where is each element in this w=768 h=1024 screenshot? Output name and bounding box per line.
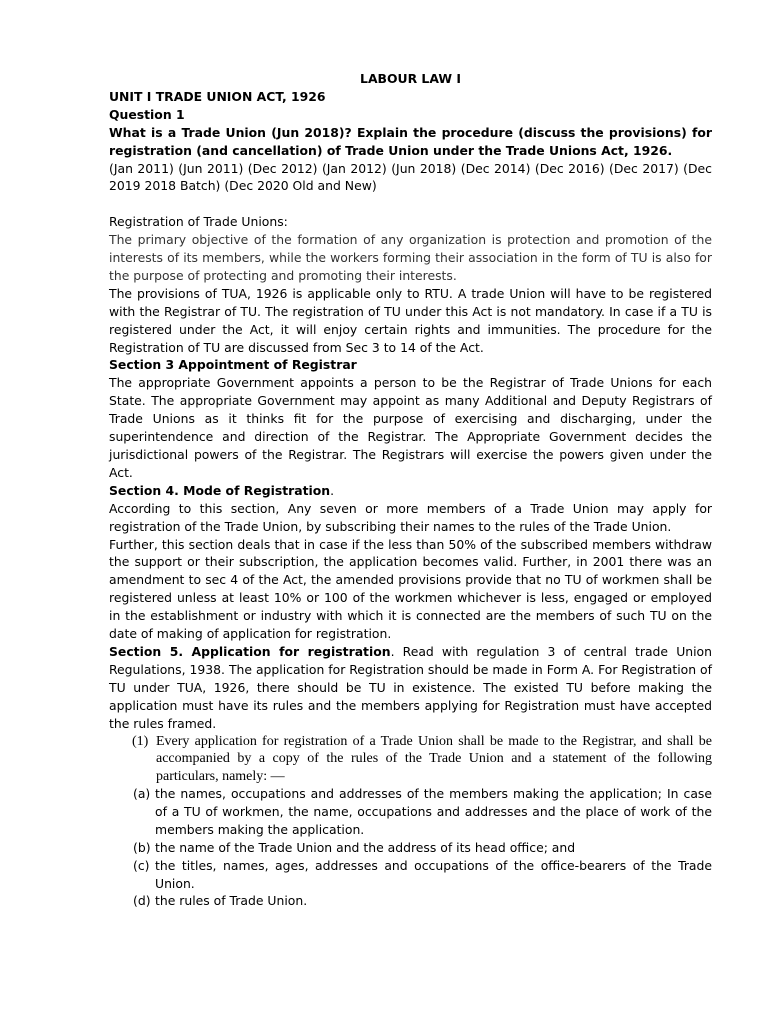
document-title: LABOUR LAW I <box>360 71 461 86</box>
section-3-text: The appropriate Government appoints a person to be the Registrar of Trade Unions for each State. The appropriate Government may appoint as many Additional and Deputy Registrars of Trade Unions as it thinks fit for the purpose of exercising and discharging, under the superintendence and direction of the Registrar. The Appropriate Government decides the jurisdictional powers of the Registrar. The Registrars will exercise the powers given under the Act. <box>109 375 712 480</box>
list-item-text: the rules of Trade Union. <box>155 893 308 909</box>
section-5-text: . Read with regulation 3 of central trade Union Regulations, 1938. The application for Registration should be made in Form A. For Registration of TU under TUA, 1926, there should be TU in existence. The existed TU before making the application must have its rules and the members applying for Registration must have accepted the rules framed. <box>109 643 712 731</box>
list-item-d <box>109 892 712 910</box>
section-3-heading: Section 3 Appointment of Registrar <box>109 357 357 373</box>
list-item-label: (d) <box>133 893 151 909</box>
section-4-heading-tail: . <box>330 482 335 498</box>
clause-1-number: (1) <box>132 733 149 749</box>
registration-paragraph-2: The provisions of TUA, 1926 is applicable only to RTU. A trade Union will have to be registered with the Registrar of TU. The registration of TU under this Act is not mandatory. In case if a TU is registered under the Act, it will enjoy certain rights and immunities. The procedure for the Registration of TU are discussed from Sec 3 to 14 of the Act. <box>109 285 712 355</box>
unit-heading: UNIT I TRADE UNION ACT, 1926 <box>109 88 326 104</box>
section-5-paragraph <box>109 643 712 733</box>
section-4-text-2: Further, this section deals that in case if the less than 50% of the subscribed members withdraw the support or their subscription, the application becomes valid. Further, in 2001 there was an amendment to sec 4 of the Act, the amended provisions provide that no TU of workmen shall be registered unless at least 10% or 100 of the workmen whichever is less, engaged or employed in the establishment or industry with which it is connected are the members of such TU on the date of making of application for registration. <box>109 536 712 642</box>
list-item-label: (c) <box>133 857 150 873</box>
list-item-text: the names, occupations and addresses of the members making the application; In case of a TU of workmen, the name, occupations and addresses and the place of work of the members making the application. <box>155 786 712 837</box>
section-4-heading: Section 4. Mode of Registration <box>109 482 331 498</box>
question-dates: (Jan 2011) (Jun 2011) (Dec 2012) (Jan 2012) (Jun 2018) (Dec 2014) (Dec 2016) (Dec 2017) (Dec 2019 2018 Batch) (Dec 2020 Old and New) <box>109 160 712 194</box>
list-item-a <box>109 785 712 839</box>
document-page <box>109 70 712 910</box>
registration-paragraph-1: The primary objective of the formation of any organization is protection and promotion of the interests of its members, while the workers forming their association in the form of TU is also for the purpose of protecting and promoting their interests. <box>109 232 712 283</box>
section-5-heading: Section 5. Application for registration <box>109 643 391 659</box>
question-label: Question 1 <box>109 106 185 122</box>
list-item-text: the name of the Trade Union and the address of its head office; and <box>155 839 576 855</box>
list-item-text: the titles, names, ages, addresses and occupations of the office-bearers of the Trade Union. <box>155 857 712 891</box>
list-item-label: (b) <box>133 839 151 855</box>
section-4-text-1: According to this section, Any seven or more members of a Trade Union may apply for registration of the Trade Union, by subscribing their names to the rules of the Trade Union. <box>109 500 712 534</box>
question-text: What is a Trade Union (Jun 2018)? Explain the procedure (discuss the provisions) for registration (and cancellation) of Trade Union under the Trade Unions Act, 1926. <box>109 124 712 158</box>
blank-line <box>109 195 712 213</box>
section-4-heading-line <box>109 482 712 500</box>
registration-heading: Registration of Trade Unions: <box>109 214 288 230</box>
list-item-c <box>109 857 712 893</box>
list-item-label: (a) <box>133 786 151 802</box>
clause-1-text: Every application for registration of a Trade Union shall be made to the Registrar, and shall be accompanied by a copy of the rules of the Trade Union and a statement of the following particulars, namely: — <box>156 733 712 784</box>
list-item-b <box>109 839 712 857</box>
clause-1 <box>109 733 712 786</box>
